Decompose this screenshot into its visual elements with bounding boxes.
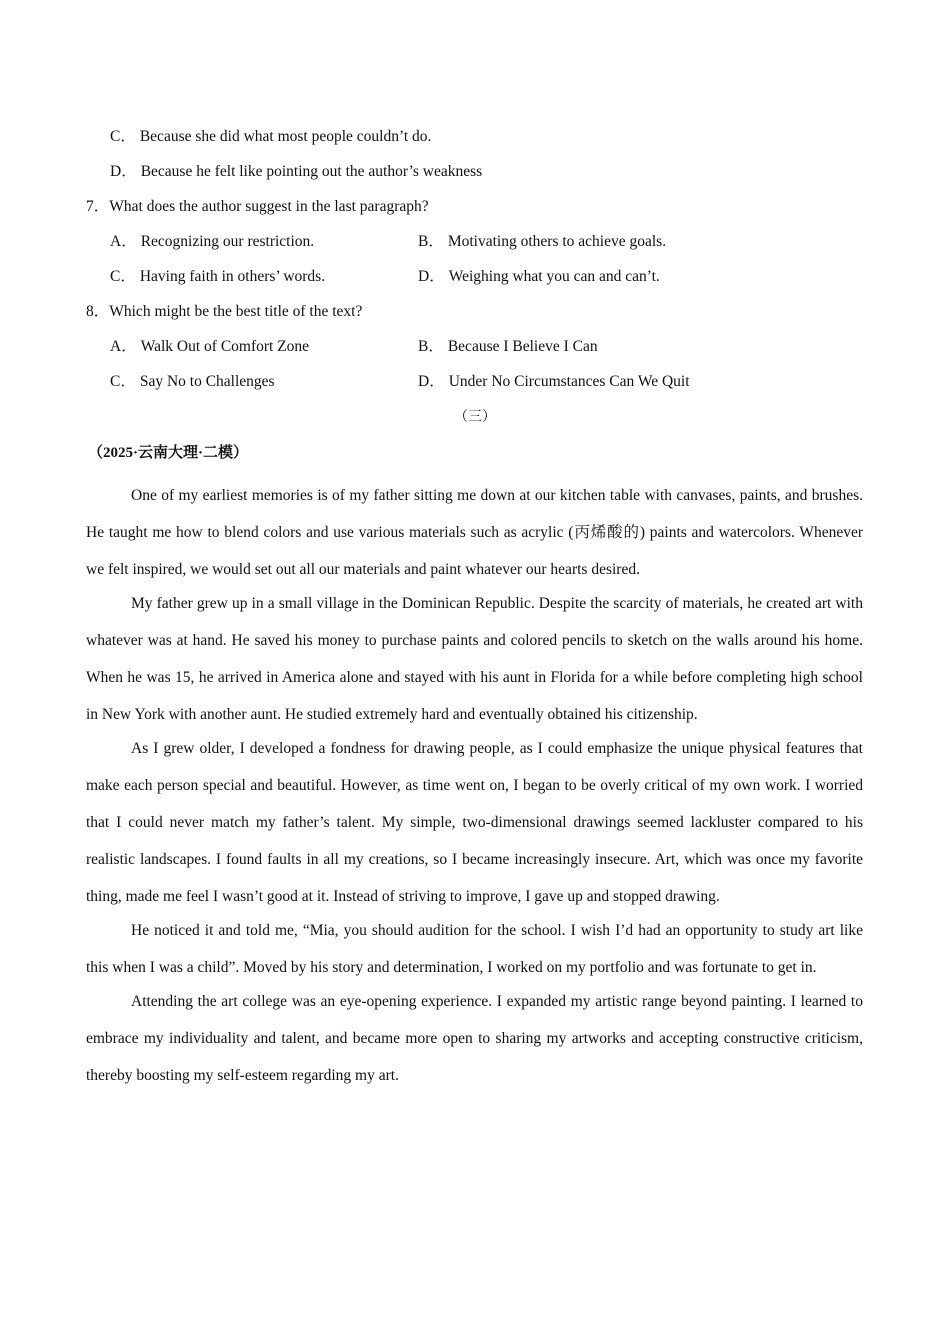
q8-option-b	[418, 337, 598, 357]
passage-paragraph: Attending the art college was an eye-opening experience. I expanded my artistic range beyond painting. I learned to embrace my individuality and talent, and became more open to sharing my artworks and accepting constructive criticism, thereby boosting my self-esteem regarding my art.	[86, 993, 863, 1084]
option-letter: C．	[110, 268, 136, 285]
source-label: （2025·云南大理·二模）	[88, 445, 249, 461]
q7-option-b	[418, 232, 666, 252]
option-letter: C．	[110, 128, 136, 145]
q8-option-d	[418, 372, 690, 392]
option-text: Because I Believe I Can	[447, 338, 598, 355]
option-letter: B．	[418, 338, 444, 355]
option-text: Having faith in others’ words.	[139, 268, 326, 285]
option-text: Under No Circumstances Can We Quit	[448, 373, 690, 390]
option-letter: B．	[418, 233, 444, 250]
option-text: Recognizing our restriction.	[140, 233, 315, 250]
q8-option-a	[110, 337, 309, 357]
option-text: Say No to Challenges	[139, 373, 275, 390]
passage-paragraph: He noticed it and told me, “Mia, you should audition for the school. I wish I’d had an opportunity to study art like this when I was a child”. Moved by his story and determination, I worked on my portfolio and was fortunate to get in.	[86, 922, 863, 976]
reading-passage	[86, 477, 863, 1094]
q8-stem: 8．Which might be the best title of the text?	[86, 303, 363, 320]
passage-paragraph: As I grew older, I developed a fondness for drawing people, as I could emphasize the unique physical features that make each person special and beautiful. However, as time went on, I began to be overly critical of my own work. I worried that I could never match my father’s talent. My simple, two-dimensional drawings seemed lackluster compared to his realistic landscapes. I found faults in all my creations, so I became increasingly insecure. Art, which was once my favorite thing, made me feel I wasn’t good at it. Instead of striving to improve, I gave up and stopped drawing.	[86, 740, 863, 905]
q6-option-d	[110, 162, 482, 182]
passage-paragraph: One of my earliest memories is of my father sitting me down at our kitchen table with canvases, paints, and brushes. He taught me how to blend colors and use various materials such as acrylic (丙烯酸的) paints and watercolors. Whenever we felt inspired, we would set out all our materials and paint whatever our hearts desired.	[86, 487, 863, 578]
q7-option-a	[110, 232, 314, 252]
option-letter: D．	[418, 268, 445, 285]
passage-paragraph: My father grew up in a small village in the Dominican Republic. Despite the scarcity of materials, he created art with whatever was at hand. He saved his money to purchase paints and colored pencils to sketch on the walls around his home. When he was 15, he arrived in America alone and stayed with his aunt in Florida for a while before completing high school in New York with another aunt. He studied extremely hard and eventually obtained his citizenship.	[86, 595, 863, 723]
option-letter: D．	[418, 373, 445, 390]
option-text: Because he felt like pointing out the author’s weakness	[140, 163, 483, 180]
option-text: Because she did what most people couldn’t do.	[139, 128, 432, 145]
option-letter: A．	[110, 338, 137, 355]
q8-option-c	[110, 372, 275, 392]
option-letter: D．	[110, 163, 137, 180]
q6-option-c	[110, 127, 431, 147]
section-title: （三）	[454, 410, 496, 425]
option-text: Motivating others to achieve goals.	[447, 233, 667, 250]
option-text: Walk Out of Comfort Zone	[140, 338, 310, 355]
option-text: Weighing what you can and can’t.	[448, 268, 660, 285]
option-letter: C．	[110, 373, 136, 390]
option-letter: A．	[110, 233, 137, 250]
q7-stem: 7．What does the author suggest in the last paragraph?	[86, 198, 429, 215]
q7-option-d	[418, 267, 660, 287]
q7-option-c	[110, 267, 325, 287]
